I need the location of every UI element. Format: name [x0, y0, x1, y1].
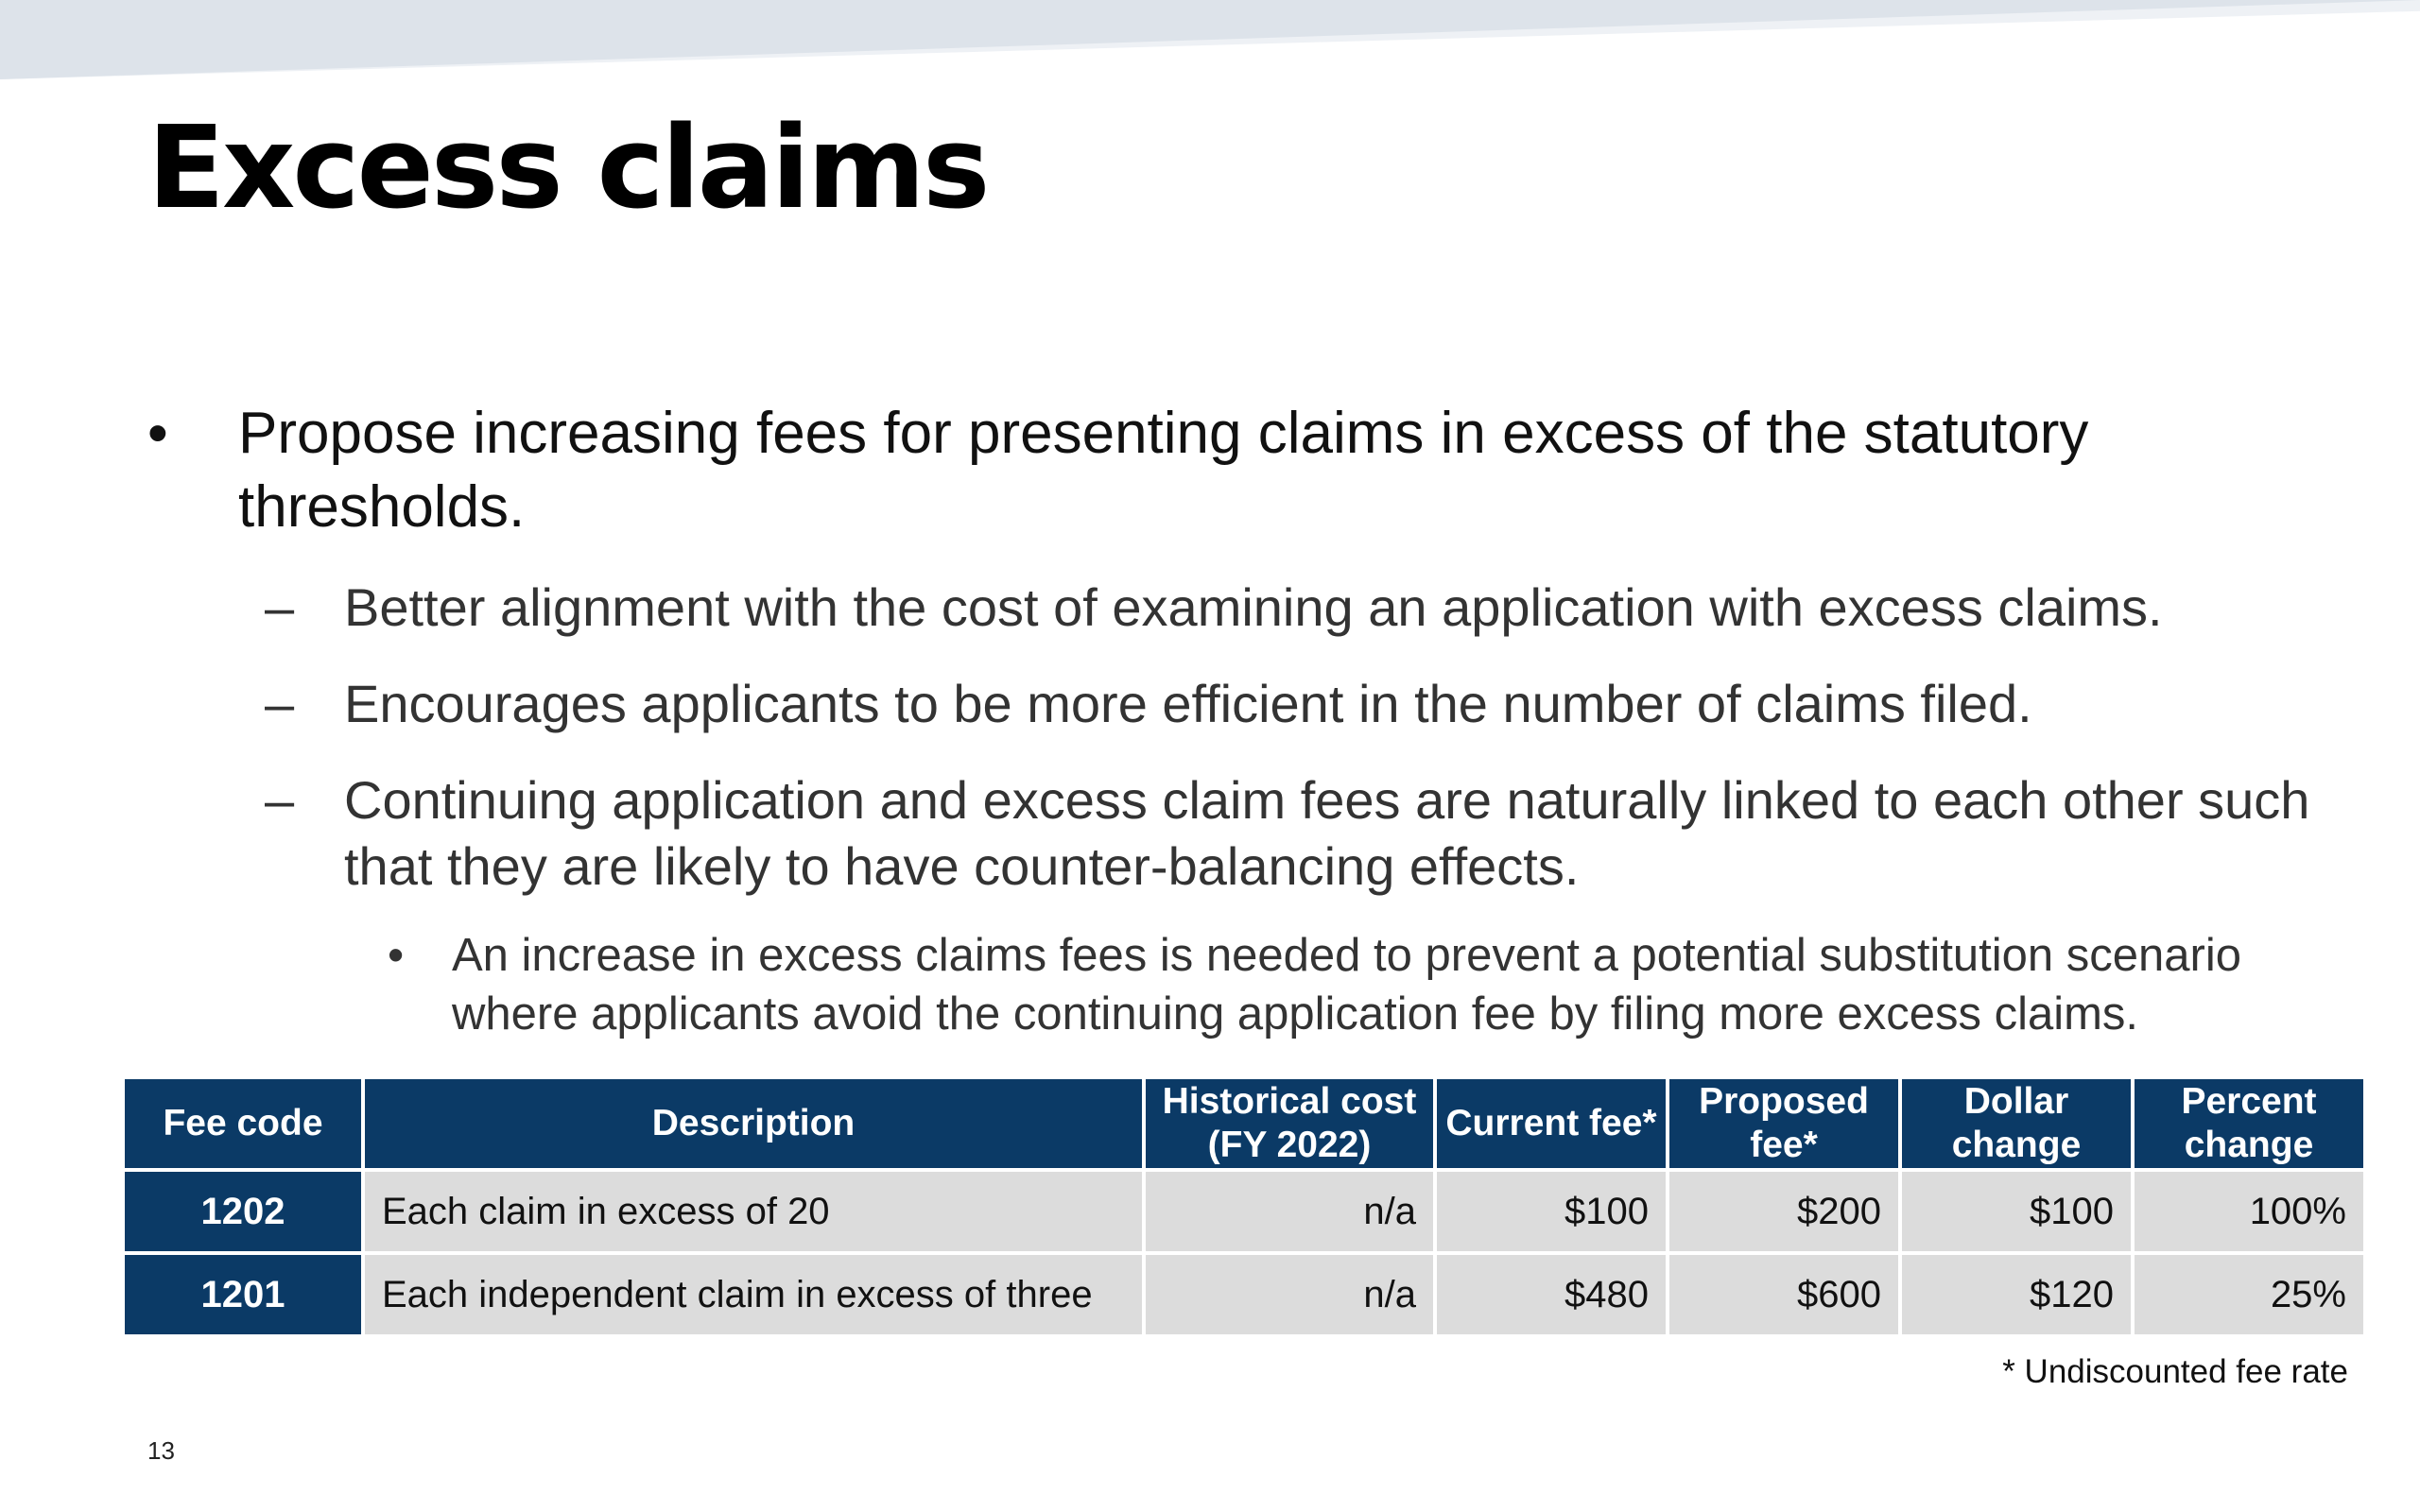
- cell-dollar-change: $100: [1902, 1172, 2131, 1251]
- fee-table: [121, 1075, 2367, 1338]
- cell-percent-change: 100%: [2135, 1172, 2363, 1251]
- cell-historical-cost: n/a: [1146, 1172, 1433, 1251]
- main-bullet-text: Propose increasing fees for presenting claims in excess of the statutory thresholds.: [238, 401, 2089, 540]
- dash-marker: –: [265, 770, 295, 830]
- cell-percent-change: 25%: [2135, 1255, 2363, 1334]
- cell-current-fee: $100: [1437, 1172, 1666, 1251]
- table-row: [125, 1172, 2363, 1251]
- cell-current-fee: $480: [1437, 1255, 1666, 1334]
- dash-marker: –: [265, 674, 295, 733]
- header-proposed-fee: Proposed fee*: [1669, 1079, 1898, 1168]
- header-dollar-change: Dollar change: [1902, 1079, 2131, 1168]
- header-current-fee: Current fee*: [1437, 1079, 1666, 1168]
- sub-bullet-text: Continuing application and excess claim fees are naturally linked to each other such that they are likely to have counter-balancing effects.: [344, 770, 2310, 896]
- sub-bullet-text: Encourages applicants to be more efficient in the number of claims filed.: [344, 674, 2032, 733]
- header-percent-change: Percent change: [2135, 1079, 2363, 1168]
- footnote: * Undiscounted fee rate: [2002, 1353, 2348, 1390]
- slide-title: Excess claims: [147, 103, 988, 234]
- header-description: Description: [365, 1079, 1142, 1168]
- sub-sub-bullet-text: An increase in excess claims fees is needed to prevent a potential substitution scenario where applicants avoid the continuing application fee by filing more excess claims.: [452, 930, 2242, 1040]
- sub-bullet-text: Better alignment with the cost of examining an application with excess claims.: [344, 577, 2163, 637]
- cell-description: Each independent claim in excess of three: [365, 1255, 1142, 1334]
- cell-proposed-fee: $200: [1669, 1172, 1898, 1251]
- bullet-marker: •: [147, 401, 168, 466]
- cell-historical-cost: n/a: [1146, 1255, 1433, 1334]
- header-fee-code: Fee code: [125, 1079, 361, 1168]
- cell-description: Each claim in excess of 20: [365, 1172, 1142, 1251]
- top-decorative-band: [0, 0, 2420, 79]
- cell-dollar-change: $120: [1902, 1255, 2131, 1334]
- header-historical-cost: Historical cost (FY 2022): [1146, 1079, 1433, 1168]
- cell-fee-code: 1202: [125, 1172, 361, 1251]
- cell-proposed-fee: $600: [1669, 1255, 1898, 1334]
- page-number: 13: [147, 1436, 175, 1465]
- table-row: [125, 1255, 2363, 1334]
- table-header-row: [125, 1079, 2363, 1168]
- cell-fee-code: 1201: [125, 1255, 361, 1334]
- bullet-marker: •: [388, 930, 405, 981]
- dash-marker: –: [265, 577, 295, 637]
